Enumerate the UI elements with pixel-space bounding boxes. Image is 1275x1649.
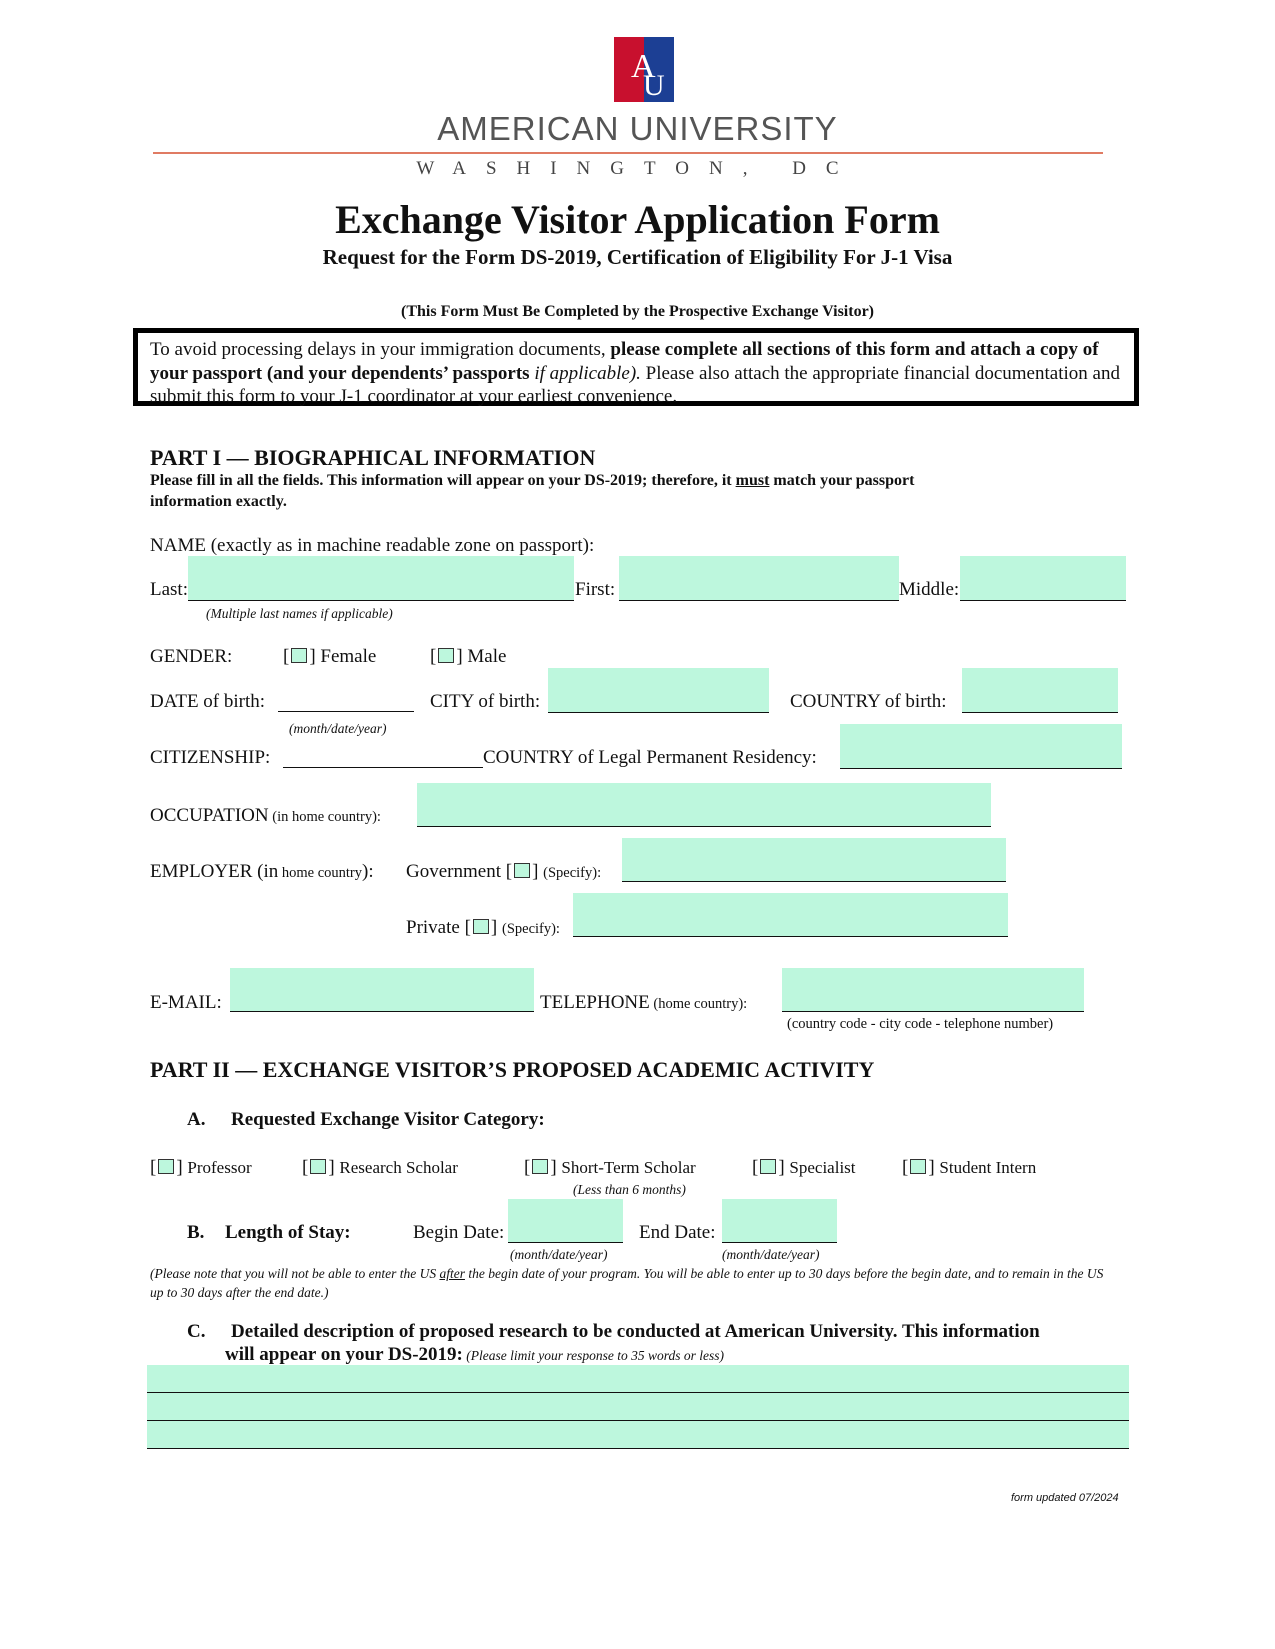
gender-female-option[interactable]: [ ] Female bbox=[283, 646, 377, 667]
length-of-stay-note bbox=[150, 1266, 1103, 1282]
section-c-letter: C. bbox=[187, 1321, 206, 1342]
middle-name-label: Middle: bbox=[899, 579, 960, 600]
citizenship-label: CITIZENSHIP: bbox=[150, 747, 271, 768]
female-label: Female bbox=[320, 646, 377, 667]
notice-text-2: Please also attach the appropriate financial documentation and submit this form to your J-1 coordinator at your earliest convenience. bbox=[150, 362, 1120, 407]
section-c-label-2 bbox=[225, 1344, 724, 1366]
private-specify-label: (Specify): bbox=[501, 921, 560, 937]
male-checkbox[interactable] bbox=[438, 648, 454, 663]
specialist-label: Specialist bbox=[789, 1158, 856, 1177]
page-title: Exchange Visitor Application Form bbox=[335, 197, 940, 242]
student-intern-checkbox[interactable] bbox=[910, 1159, 926, 1174]
employer-label bbox=[150, 861, 374, 883]
part1-instructions-2: information exactly. bbox=[150, 493, 287, 510]
last-name-field[interactable] bbox=[188, 556, 574, 601]
research-description-line-2[interactable] bbox=[147, 1393, 1129, 1421]
part1-heading: PART I — BIOGRAPHICAL INFORMATION bbox=[150, 445, 596, 470]
section-c-label-text: will appear on your DS-2019: bbox=[225, 1344, 463, 1365]
female-checkbox[interactable] bbox=[291, 648, 307, 663]
research-scholar-checkbox[interactable] bbox=[310, 1159, 326, 1174]
last-name-label: Last: bbox=[150, 579, 188, 600]
city-birth-label: CITY of birth: bbox=[430, 691, 541, 712]
dob-field[interactable] bbox=[278, 692, 414, 712]
government-specify-label: (Specify): bbox=[543, 865, 602, 881]
short-term-scholar-label: Short-Term Scholar bbox=[561, 1158, 696, 1177]
private-label: Private bbox=[406, 917, 460, 938]
section-b-label: Length of Stay: bbox=[225, 1222, 351, 1243]
end-date-field[interactable] bbox=[722, 1199, 837, 1243]
notice-italic-text: if applicable). bbox=[529, 362, 641, 384]
private-checkbox[interactable] bbox=[473, 919, 489, 934]
short-term-hint: (Less than 6 months) bbox=[573, 1182, 686, 1197]
citizenship-field[interactable] bbox=[283, 748, 483, 768]
telephone-hint: (home country): bbox=[649, 996, 748, 1012]
employer-hint: home country bbox=[278, 865, 363, 881]
note-text-2: the begin date of your program. You will be able to enter up to 30 days before the begin date, and to remain in the US bbox=[464, 1266, 1104, 1281]
form-updated-note: form updated 07/2024 bbox=[1011, 1492, 1119, 1504]
header-rule bbox=[153, 152, 1103, 154]
telephone-text: TELEPHONE bbox=[540, 992, 650, 1013]
telephone-field[interactable] bbox=[782, 968, 1084, 1012]
lpr-label: COUNTRY of Legal Permanent Residency: bbox=[483, 747, 817, 768]
professor-label: Professor bbox=[187, 1158, 252, 1177]
gender-label: GENDER: bbox=[150, 646, 233, 667]
dob-hint: (month/date/year) bbox=[289, 721, 387, 736]
occupation-hint: (in home country): bbox=[268, 809, 381, 825]
university-name: AMERICAN UNIVERSITY bbox=[437, 110, 838, 147]
research-description-line-3[interactable] bbox=[147, 1421, 1129, 1449]
notice-bold-text: please complete all sections of this form and attach a copy of your passport (and your dependents’ passports bbox=[150, 339, 1099, 384]
male-label: Male bbox=[467, 646, 507, 667]
notice-box bbox=[133, 328, 1139, 406]
first-name-field[interactable] bbox=[619, 556, 899, 601]
section-c-label: Detailed description of proposed research to be conducted at American University. This information bbox=[231, 1321, 1040, 1342]
student-intern-label: Student Intern bbox=[939, 1158, 1037, 1177]
occupation-label bbox=[150, 805, 381, 827]
specialist-checkbox[interactable] bbox=[760, 1159, 776, 1174]
government-checkbox[interactable] bbox=[514, 863, 530, 878]
page-subtitle: Request for the Form DS-2019, Certification of Eligibility For J-1 Visa bbox=[322, 245, 953, 269]
email-label: E-MAIL: bbox=[150, 992, 222, 1013]
employer-end: ): bbox=[362, 861, 374, 882]
university-city: WASHINGTON, DC bbox=[416, 158, 859, 179]
private-specify-field[interactable] bbox=[573, 893, 1008, 937]
government-label: Government bbox=[406, 861, 501, 882]
gender-male-option[interactable]: [ ] Male bbox=[430, 646, 507, 667]
instr-must: must bbox=[735, 472, 770, 489]
first-name-label: First: bbox=[575, 579, 616, 600]
lpr-field[interactable] bbox=[840, 724, 1122, 769]
employer-text: EMPLOYER (in bbox=[150, 861, 279, 882]
telephone-format-hint: (country code - city code - telephone number) bbox=[787, 1016, 1054, 1032]
section-a-label: Requested Exchange Visitor Category: bbox=[231, 1109, 545, 1130]
instr-text-2: match your passport bbox=[769, 472, 915, 489]
category-short-term-scholar[interactable]: [ ] Short-Term Scholar bbox=[524, 1157, 696, 1178]
government-option[interactable]: Government [ ] (Specify): bbox=[406, 861, 602, 882]
occupation-field[interactable] bbox=[417, 783, 991, 827]
country-birth-label: COUNTRY of birth: bbox=[790, 691, 947, 712]
completion-note: (This Form Must Be Completed by the Prospective Exchange Visitor) bbox=[401, 303, 874, 320]
end-date-hint: (month/date/year) bbox=[722, 1247, 820, 1262]
section-a-letter: A. bbox=[187, 1109, 206, 1130]
notice-text: To avoid processing delays in your immigration documents, bbox=[150, 339, 611, 360]
professor-checkbox[interactable] bbox=[158, 1159, 174, 1174]
name-label: NAME (exactly as in machine readable zone on passport): bbox=[150, 535, 595, 556]
section-c-hint: (Please limit your response to 35 words or less) bbox=[462, 1348, 724, 1363]
last-name-hint: (Multiple last names if applicable) bbox=[206, 606, 393, 621]
end-date-label: End Date: bbox=[639, 1222, 716, 1243]
part2-heading: PART II — EXCHANGE VISITOR’S PROPOSED ACADEMIC ACTIVITY bbox=[150, 1057, 875, 1082]
begin-date-label: Begin Date: bbox=[413, 1222, 505, 1243]
telephone-label bbox=[540, 992, 747, 1014]
length-of-stay-note-2: up to 30 days after the end date.) bbox=[150, 1285, 329, 1300]
svg-text:A: A bbox=[631, 48, 656, 85]
section-b-letter: B. bbox=[187, 1222, 205, 1243]
middle-name-field[interactable] bbox=[960, 556, 1126, 601]
private-option[interactable]: Private [ ] (Specify): bbox=[406, 917, 560, 938]
government-specify-field[interactable] bbox=[622, 838, 1006, 882]
begin-date-hint: (month/date/year) bbox=[510, 1247, 608, 1262]
category-student-intern[interactable]: [ ] Student Intern bbox=[902, 1157, 1037, 1178]
email-field[interactable] bbox=[230, 968, 534, 1012]
research-scholar-label: Research Scholar bbox=[339, 1158, 458, 1177]
svg-text:U: U bbox=[643, 69, 665, 102]
part1-instructions bbox=[150, 472, 914, 490]
note-text: (Please note that you will not be able to enter the US bbox=[150, 1266, 440, 1281]
research-description-line-1[interactable] bbox=[147, 1365, 1129, 1393]
category-professor[interactable]: [ ] Professor bbox=[150, 1157, 252, 1178]
country-birth-field[interactable] bbox=[962, 668, 1118, 713]
begin-date-field[interactable] bbox=[508, 1199, 623, 1243]
category-research-scholar[interactable]: [ ] Research Scholar bbox=[302, 1157, 458, 1178]
occupation-text: OCCUPATION bbox=[150, 805, 269, 826]
instr-text: Please fill in all the fields. This information will appear on your DS-2019; therefore, it bbox=[150, 472, 736, 489]
short-term-scholar-checkbox[interactable] bbox=[532, 1159, 548, 1174]
category-specialist[interactable]: [ ] Specialist bbox=[752, 1157, 856, 1178]
university-logo bbox=[614, 37, 674, 102]
dob-label: DATE of birth: bbox=[150, 691, 266, 712]
city-birth-field[interactable] bbox=[548, 668, 769, 713]
note-after: after bbox=[439, 1266, 465, 1281]
